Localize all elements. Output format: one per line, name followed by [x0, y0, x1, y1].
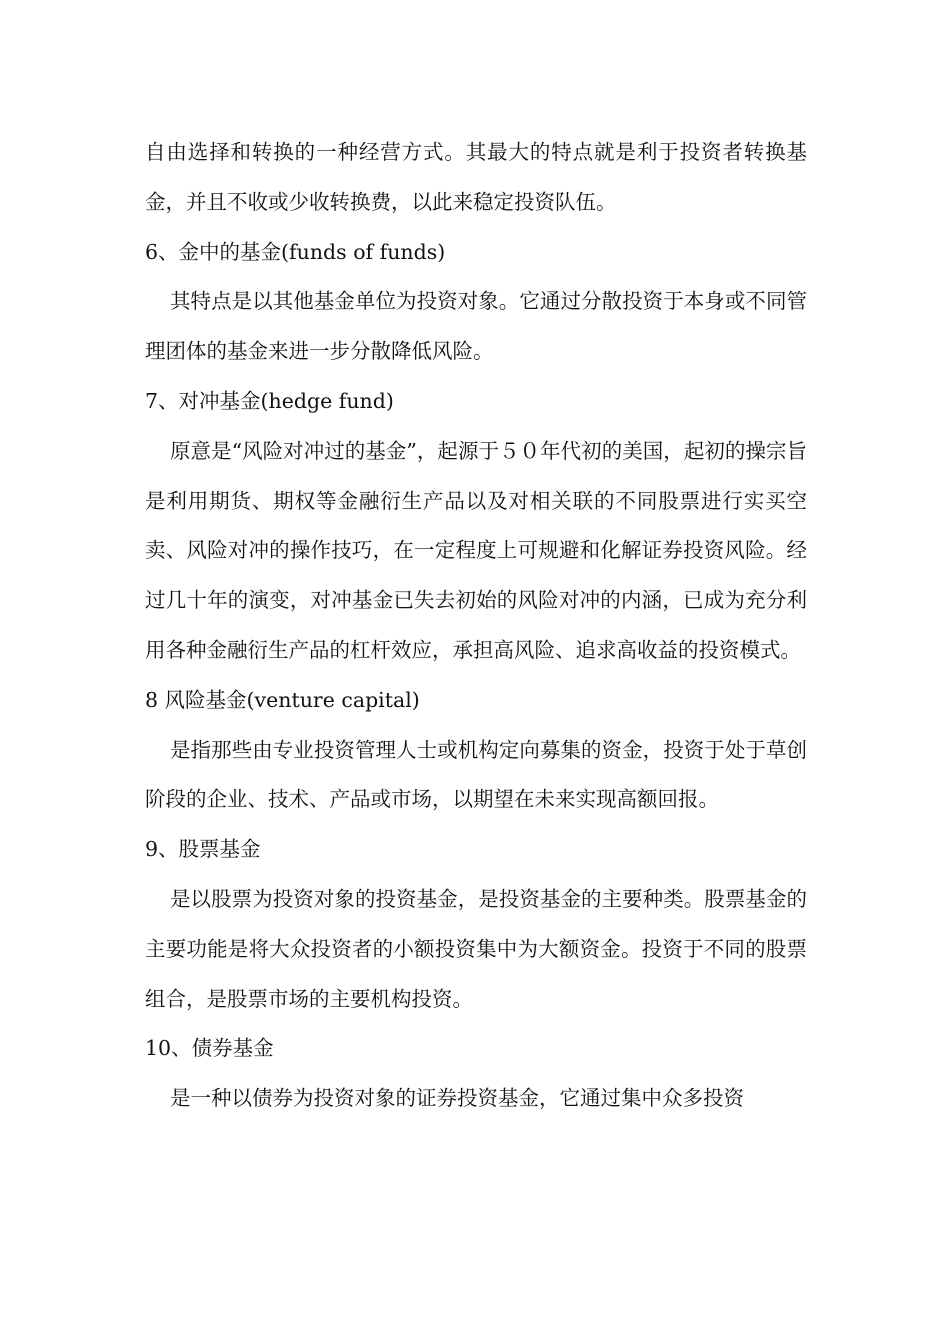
paragraph-stock-fund: 是以股票为投资对象的投资基金，是投资基金的主要种类。股票基金的主要功能是将大众投资者的小额投资集中为大额资金。投资于不同的股票组合，是股票市场的主要机构投资。	[145, 886, 807, 1011]
paragraph-bond-fund: 是一种以债券为投资对象的证券投资基金，它通过集中众多投资	[170, 1086, 744, 1111]
section-heading-funds-of-funds: 6、金中的基金(funds of funds)	[145, 239, 446, 264]
paragraph-venture-capital: 是指那些由专业投资管理人士或机构定向募集的资金，投资于处于草创阶段的企业、技术、产品或市场，以期望在未来实现高额回报。	[145, 737, 807, 812]
document-body	[145, 128, 807, 1124]
section-heading-venture-capital: 8 风险基金(venture capital)	[145, 687, 420, 712]
section-heading-stock-fund: 9、股票基金	[145, 837, 261, 862]
paragraph-continued: 自由选择和转换的一种经营方式。其最大的特点就是利于投资者转换基金，并且不收或少收转换费，以此来稳定投资队伍。	[145, 140, 807, 214]
section-heading-hedge-fund: 7、对冲基金(hedge fund)	[145, 388, 394, 413]
section-heading-bond-fund: 10、债券基金	[145, 1036, 274, 1061]
paragraph-hedge-fund: 原意是“风险对冲过的基金”，起源于５０年代初的美国，起初的操宗旨是利用期货、期权等金融衍生产品以及对相关联的不同股票进行实买空卖、风险对冲的操作技巧，在一定程度上可规避和化解证券投资风险。经过几十年的演变，对冲基金已失去初始的风险对冲的内涵，已成为充分利用各种金融衍生产品的杠杆效应，承担高风险、追求高收益的投资模式。	[145, 438, 807, 662]
paragraph-funds-of-funds: 其特点是以其他基金单位为投资对象。它通过分散投资于本身或不同管理团体的基金来进一步分散降低风险。	[145, 289, 807, 364]
